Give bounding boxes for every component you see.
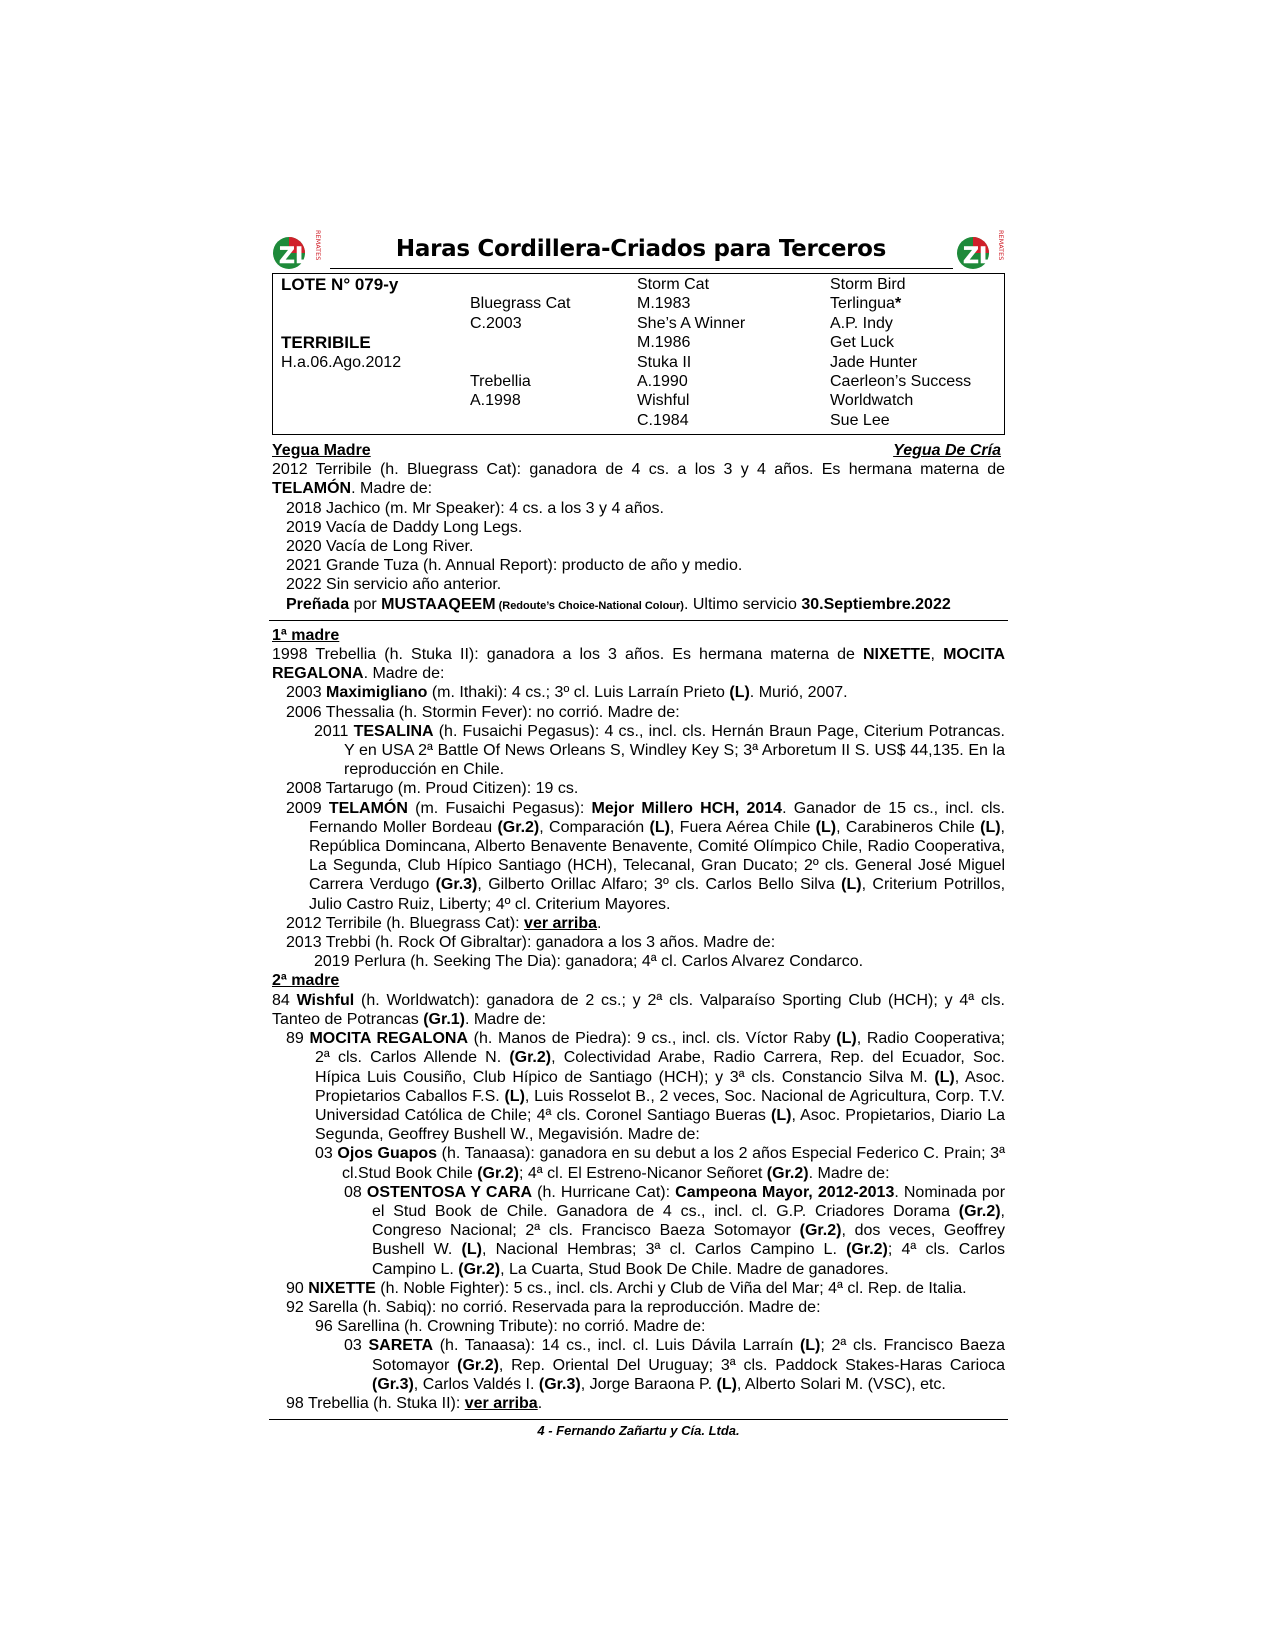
list-item: 03 SARETA (h. Tanaasa): 14 cs., incl. cl. Luis Dávila Larraín (L); 2ª cls. Francisco Baeza Sotomayor (Gr.2), Rep. Oriental Del Uruguay; 3ª cls. Paddock Stakes-Haras Carioca (Gr.3), Carlos Valdés I. (Gr.3), Jorge Baraona P. (L), Alberto Solari M. (VSC), etc.: [344, 1337, 1006, 1393]
first-dam-intro: 1998 Trebellia (h. Stuka II): ganadora a los 3 años. Es hermana materna de NIXETTE, MOCITA REGALONA. Madre de:: [272, 646, 1006, 683]
list-item: 2022 Sin servicio año anterior.: [286, 576, 502, 594]
section-label: 2ª madre: [272, 972, 340, 990]
first-dam-section: [272, 626, 1005, 972]
list-item: 2018 Jachico (m. Mr Speaker): 4 cs. a los 3 y 4 años.: [286, 499, 664, 517]
section-heading-right: Yegua De Cría: [893, 442, 1001, 459]
list-item: 2020 Vacía de Long River.: [286, 538, 474, 556]
list-item: 03 Ojos Guapos (h. Tanaasa): ganadora en su debut a los 2 años Especial Federico C. Prain; 3ª cl.Stud Book Chile (Gr.2); 4ª cl. El Estreno-Nicanor Señoret (Gr.2). Madre de:: [315, 1145, 1005, 1182]
list-item: 92 Sarella (h. Sabiq): no corrió. Reservada para la reproducción. Madre de:: [286, 1298, 821, 1316]
page-title: Haras Cordillera-Criados para Terceros: [395, 236, 887, 262]
list-item: 2021 Grande Tuza (h. Annual Report): producto de año y medio.: [286, 557, 743, 575]
list-item: 2006 Thessalia (h. Stormin Fever): no corrió. Madre de:: [286, 703, 680, 721]
gen4-name: Get Luck: [830, 334, 895, 352]
lot-label: LOTE N° 079-y: [281, 275, 399, 294]
list-item: 2009 TELAMÓN (m. Fusaichi Pegasus): Mejor Millero HCH, 2014. Ganador de 15 cs., incl. cls. Fernando Moller Bordeau (Gr.2), Comparación (L), Fuera Aérea Chile (L), Carabineros Chile (L), República Domincana, Alberto Benavente Benavente, Comité Olímpico Chile, Radio Cooperativa, La Segunda, Club Hípico Santiago (HCH), Telecanal, Gran Ducato; 2º cls. General José Miguel Carrera Verdugo (Gr.3), Gilberto Orillac Alfaro; 3º cls. Carlos Bello Silva (L), Criterium Potrillos, Julio Castro Ruiz, Liberty; 4º cl. Criterium Mayores.: [286, 799, 1006, 913]
list-item: 2019 Vacía de Daddy Long Legs.: [286, 518, 523, 536]
logo-left-letters: ZL: [279, 244, 309, 269]
import-mark: *: [894, 295, 902, 313]
gen4-name: A.P. Indy: [830, 314, 893, 332]
grandparents-column: [637, 275, 745, 430]
second-dam-section: [272, 971, 1005, 1413]
list-item: 2008 Tartarugo (m. Proud Citizen): 19 cs.: [286, 780, 579, 798]
logo-right-side-text: REMATES: [997, 230, 1005, 261]
gen3-name: Wishful: [637, 392, 690, 410]
section-label: 1ª madre: [272, 626, 340, 644]
gen3-info: A.1990: [637, 372, 688, 390]
sire-name: Bluegrass Cat: [470, 295, 571, 313]
list-item: 08 OSTENTOSA Y CARA (h. Hurricane Cat): Campeona Mayor, 2012-2013. Nominada por el Stud Book de Chile. Ganadora de 4 cs., incl. cl. G.P. Criadores Dorama (Gr.2), Congreso Nacional; 2ª cls. Francisco Baeza Sotomayor (Gr.2), dos veces, Geoffrey Bushell W. (L), Nacional Hembras; 3ª cl. Carlos Campino L. (Gr.2); 4ª cls. Carlos Campino L. (Gr.2), La Cuarta, Stud Book De Chile. Madre de ganadores.: [344, 1183, 1006, 1278]
page-header: [272, 228, 1005, 272]
gen3-name: Storm Cat: [637, 276, 710, 293]
section-heading: [272, 441, 1005, 460]
gen3-name: She’s A Winner: [637, 314, 746, 332]
list-item: 2013 Trebbi (h. Rock Of Gibraltar): ganadora a los 3 años. Madre de:: [286, 934, 776, 952]
page-footer: 4 - Fernando Zañartu y Cía. Ltda.: [269, 1419, 1008, 1438]
gen4-name: Caerleon’s Success: [830, 372, 972, 390]
gen3-name: Stuka II: [637, 353, 692, 371]
see-above-link[interactable]: ver arriba: [464, 1394, 538, 1412]
list-item: 89 MOCITA REGALONA (h. Manos de Piedra): 9 cs., incl. cls. Víctor Raby (L), Radio Cooperativa; 2ª cls. Carlos Allende N. (Gr.2), Colectividad Arabe, Radio Carrera, Rep. del Ecuador, Soc. Hípica Luis Cousiño, Club Hípico de Santiago (HCH); y 3ª cls. Constancio Silva M. (L), Asoc. Propietarios Caballos F.S. (L), Luis Rosselot B., 2 veces, Soc. Nacional de Agricultura, Corp. T.V. Universidad Católica de Chile; 4ª cls. Coronel Santiago Bueras (L), Asoc. Propietarios, Diario La Segunda, Geoffrey Bushell W., Megavisión. Madre de:: [286, 1030, 1006, 1144]
dam-info: A.1998: [470, 392, 521, 410]
list-item: 98 Trebellia (h. Stuka II): ver arriba.: [286, 1394, 543, 1412]
list-item: 2012 Terribile (h. Bluegrass Cat): ver arriba.: [286, 914, 602, 932]
second-dam-intro: 84 Wishful (h. Worldwatch): ganadora de 2 cs.; y 2ª cls. Valparaíso Sporting Club (HCH); y 4ª cls. Tanteo de Potrancas (Gr.1). Madre de:: [272, 991, 1005, 1028]
see-above-link[interactable]: ver arriba: [524, 914, 597, 932]
section-heading-left: Yegua Madre: [272, 442, 371, 459]
great-grandparents-column: [830, 275, 971, 430]
pedigree-box: [272, 273, 1005, 435]
list-item: 2019 Perlura (h. Seeking The Dia): ganadora; 4ª cl. Carlos Alvarez Condarco.: [314, 953, 864, 971]
gen4-name: Storm Bird: [830, 276, 906, 293]
logo-left-icon: [272, 228, 324, 272]
yegua-intro: 2012 Terribile (h. Bluegrass Cat): ganadora de 4 cs. a los 3 y 4 años. Es hermana materna de TELAMÓN. Madre de:: [272, 461, 1005, 498]
header-underline: [330, 268, 953, 269]
list-item: 2003 Maximigliano (m. Ithaki): 4 cs.; 3º cl. Luis Larraín Prieto (L). Murió, 2007.: [286, 684, 848, 702]
gen4-name: Sue Lee: [830, 411, 890, 429]
lot-name: TERRIBILE: [281, 333, 371, 353]
lot-details: H.a.06.Ago.2012: [281, 353, 402, 371]
document-page: [272, 228, 1005, 1438]
list-item: 2011 TESALINA (h. Fusaichi Pegasus): 4 cs., incl. cls. Hernán Braun Page, Citerium Potrancas. Y en USA 2ª Battle Of News Orleans S, Windley Key S; 3ª Arboretum II S. US$ 44,135. En la reproducción en Chile.: [314, 722, 1005, 779]
logo-right-letters: ZL: [963, 244, 993, 269]
list-item: 96 Sarellina (h. Crowning Tribute): no corrió. Madre de:: [315, 1318, 706, 1336]
logo-left-side-text: REMATES: [314, 230, 322, 261]
list-item: 90 NIXETTE (h. Noble Fighter): 5 cs., incl. cls. Archi y Club de Viña del Mar; 4ª cl. Rep. de Italia.: [286, 1279, 967, 1297]
logo-right-icon: [953, 228, 1005, 272]
dam-name: Trebellia: [470, 372, 531, 390]
pregnancy-line: Preñada por MUSTAAQEEM (Redoute’s Choice-National Colour). Ultimo servicio 30.Septiembre.2022: [286, 595, 951, 613]
gen4-name-marked: Terlingua*: [830, 295, 902, 313]
parents-column: [470, 275, 571, 411]
gen3-info: M.1983: [637, 295, 691, 313]
gen4-name: Jade Hunter: [830, 353, 918, 371]
sire-info: C.2003: [470, 314, 522, 332]
gen3-info: M.1986: [637, 334, 691, 352]
gen3-info: C.1984: [637, 411, 689, 429]
section-divider: [269, 620, 1008, 621]
yegua-madre-section: [272, 441, 1005, 621]
gen4-name: Worldwatch: [830, 392, 914, 410]
lot-column: [281, 275, 401, 372]
